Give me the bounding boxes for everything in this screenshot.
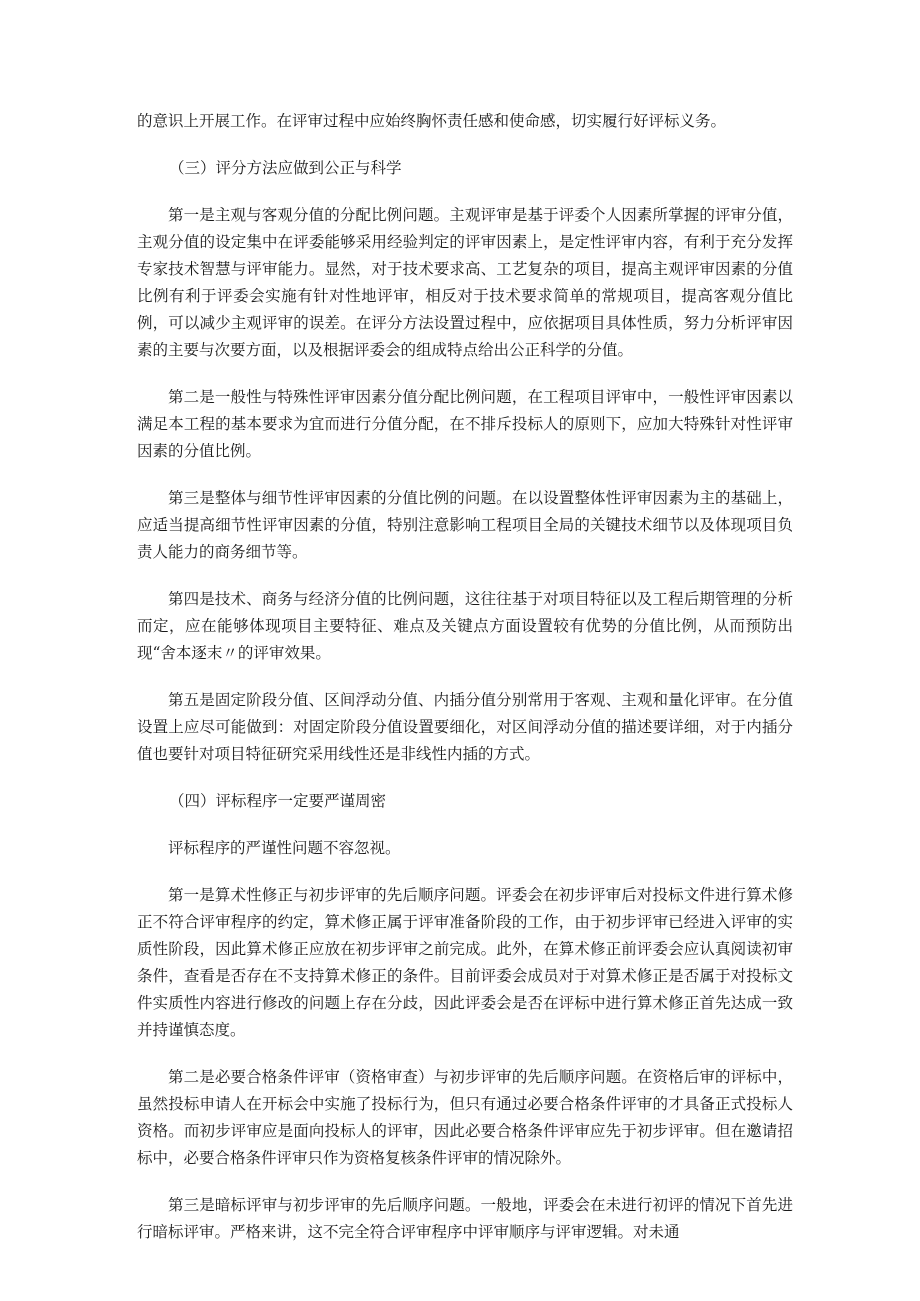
paragraph-continuation: 的意识上开展工作。在评审过程中应始终胸怀责任感和使命感，切实履行好评标义务。	[137, 112, 727, 130]
paragraph: 第二是一般性与特殊性评审因素分值分配比例问题，在工程项目评审中，一般性评审因素以满足本工程的基本要求为宜而进行分值分配，在不排斥投标人的原则下，应加大特殊针对性评审因素的分值比例。	[137, 388, 793, 460]
paragraph: 第五是固定阶段分值、区间浮动分值、内插分值分别常用于客观、主观和量化评审。在分值设置上应尽可能做到：对固定阶段分值设置要细化，对区间浮动分值的描述要详细，对于内插分值也要针对项目特征研究采用线性还是非线性内插的方式。	[137, 691, 793, 763]
paragraph: 第一是主观与客观分值的分配比例问题。主观评审是基于评委个人因素所掌握的评审分值，主观分值的设定集中在评委能够采用经验判定的评审因素上，是定性评审内容，有利于充分发挥专家技术智慧与评审能力。显然，对于技术要求高、工艺复杂的项目，提高主观评审因素的分值比例有利于评委会实施有针对性地评审，相反对于技术要求简单的常规项目，提高客观分值比例，可以减少主观评审的误差。在评分方法设置过程中，应依据项目具体性质，努力分析评审因素的主要与次要方面，以及根据评委会的组成特点给出公正科学的分值。	[137, 206, 793, 359]
section-heading-4: （四）评标程序一定要严谨周密	[169, 792, 387, 810]
section-heading-3: （三）评分方法应做到公正与科学	[169, 159, 402, 177]
paragraph: 第四是技术、商务与经济分值的比例问题，这往往基于对项目特征以及工程后期管理的分析而定，应在能够体现项目主要特征、难点及关键点方面设置较有优势的分值比例，从而预防出现“舍本逐末〃的评审效果。	[137, 590, 793, 662]
paragraph: 第二是必要合格条件评审（资格审查）与初步评审的先后顺序问题。在资格后审的评标中，虽然投标申请人在开标会中实施了投标行为，但只有通过必要合格条件评审的才具备正式投标人资格。而初步评审应是面向投标人的评审，因此必要合格条件评审应先于初步评审。但在邀请招标中，必要合格条件评审只作为资格复核条件评审的情况除外。	[137, 1068, 793, 1167]
paragraph: 第三是暗标评审与初步评审的先后顺序问题。一般地，评委会在未进行初评的情况下首先进行暗标评审。严格来讲，这不完全符合评审程序中评审顺序与评审逻辑。对未通	[137, 1196, 793, 1241]
paragraph: 评标程序的严谨性问题不容忽视。	[168, 839, 401, 857]
paragraph: 第三是整体与细节性评审因素的分值比例的问题。在以设置整体性评审因素为主的基础上，应适当提高细节性评审因素的分值，特别注意影响工程项目全局的关键技术细节以及体现项目负责人能力的商务细节等。	[137, 489, 793, 561]
paragraph: 第一是算术性修正与初步评审的先后顺序问题。评委会在初步评审后对投标文件进行算术修正不符合评审程序的约定，算术修正属于评审准备阶段的工作，由于初步评审已经进入评审的实质性阶段，因此算术修正应放在初步评审之前完成。此外，在算术修正前评委会应认真阅读初审条件，查看是否存在不支持算术修正的条件。目前评委会成员对于对算术修正是否属于对投标文件实质性内容进行修改的问题上存在分歧，因此评委会是否在评标中进行算术修正首先达成一致并持谨慎态度。	[137, 886, 793, 1039]
document-page	[137, 108, 793, 1246]
